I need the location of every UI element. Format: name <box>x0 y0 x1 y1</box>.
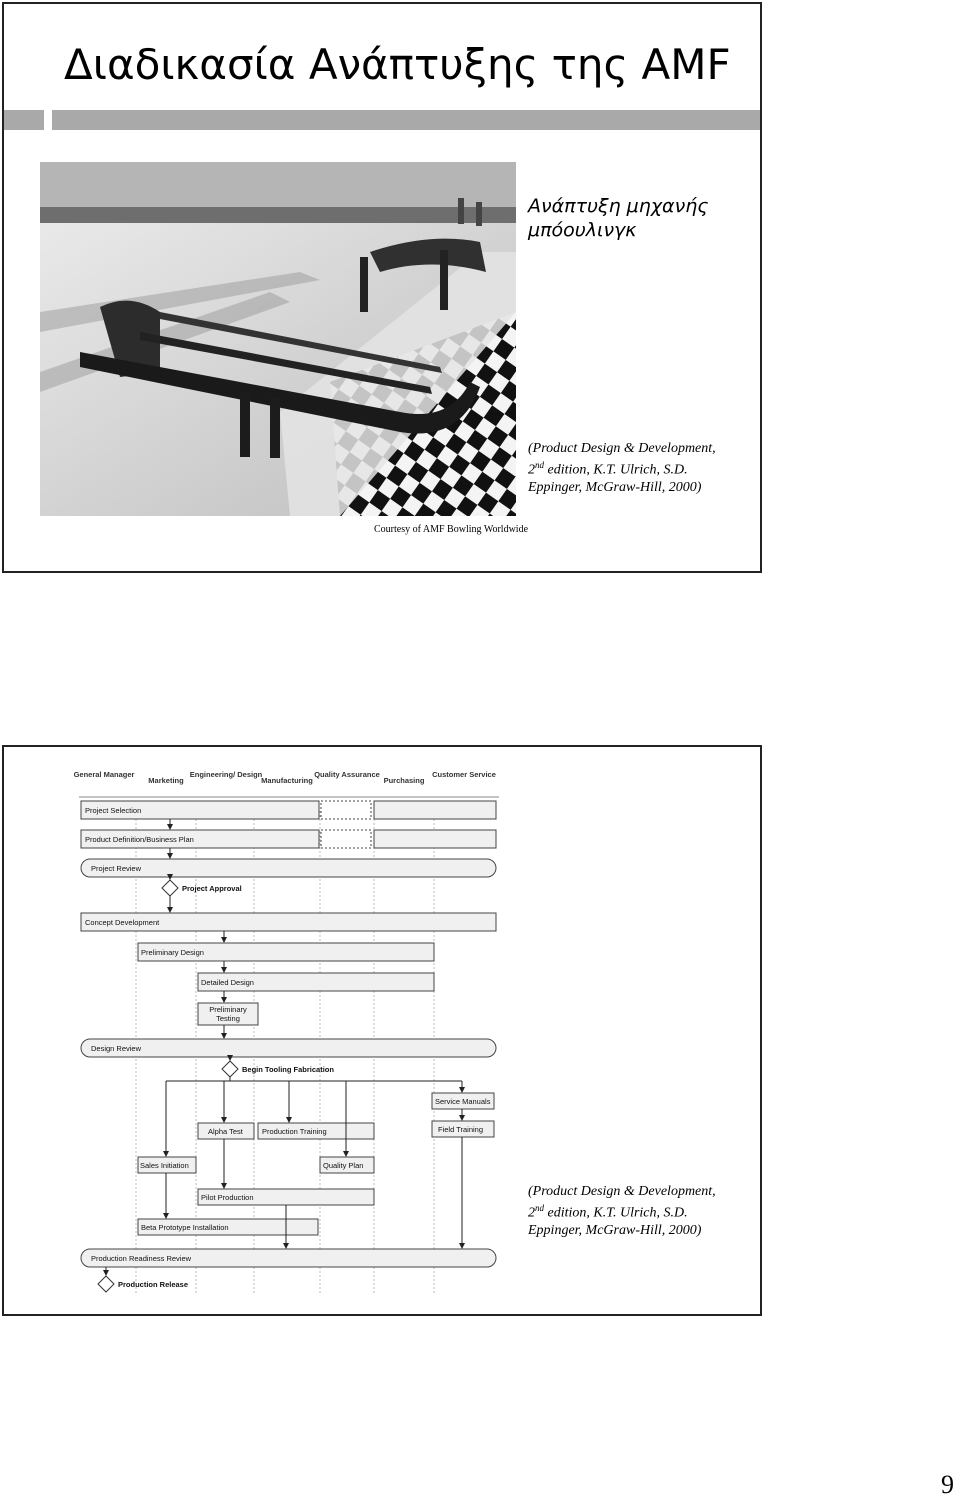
label-project-selection: Project Selection <box>85 806 142 815</box>
label-sales-initiation: Sales Initiation <box>140 1161 189 1170</box>
slide-subtitle <box>528 194 708 242</box>
col-manufacturing: Manufacturing <box>261 776 313 785</box>
slide-amf-process-chart <box>2 745 762 1316</box>
citation-line-3: Eppinger, McGraw-Hill, 2000) <box>528 1222 702 1238</box>
citation-line-1: (Product Design & Development, <box>528 441 716 456</box>
slide-amf-intro <box>2 2 762 573</box>
citation-authors: edition, K.T. Ulrich, S.D. <box>544 462 688 478</box>
label-production-readiness: Production Readiness Review <box>91 1254 192 1263</box>
citation-line-2 <box>528 1200 760 1222</box>
project-approval-diamond <box>162 880 178 896</box>
label-service-manuals: Service Manuals <box>435 1097 491 1106</box>
label-begin-tooling: Begin Tooling Fabrication <box>242 1065 334 1074</box>
label-preliminary-testing-2: Testing <box>216 1014 240 1023</box>
citation-line-3: Eppinger, McGraw-Hill, 2000) <box>528 479 702 495</box>
task-product-definition-ext-1 <box>321 830 371 848</box>
citation-line-2 <box>528 457 760 479</box>
label-production-training: Production Training <box>262 1127 327 1136</box>
label-project-review: Project Review <box>91 864 142 873</box>
label-project-approval: Project Approval <box>182 884 242 893</box>
bowling-machine-photo <box>40 162 516 516</box>
col-customer-service: Customer Service <box>432 770 496 779</box>
citation-line-1: (Product Design & Development, <box>528 1184 716 1199</box>
label-concept-development: Concept Development <box>85 918 160 927</box>
label-quality-plan: Quality Plan <box>323 1161 364 1170</box>
label-product-definition: Product Definition/Business Plan <box>85 835 194 844</box>
col-engineering-design: Engineering/ Design <box>189 770 263 779</box>
label-preliminary-testing-1: Preliminary <box>209 1005 247 1014</box>
citation-authors: edition, K.T. Ulrich, S.D. <box>544 1205 688 1221</box>
subtitle-line-2: μπόουλινγκ <box>528 219 637 241</box>
label-alpha-test: Alpha Test <box>208 1127 243 1136</box>
citation-edition-number: 2 <box>528 1205 535 1221</box>
label-detailed-design: Detailed Design <box>201 978 254 987</box>
citation-edition-suffix: nd <box>535 1203 544 1213</box>
citation <box>528 440 760 496</box>
task-project-selection-ext-1 <box>321 801 371 819</box>
task-project-selection-ext-2 <box>374 801 496 819</box>
citation <box>528 1183 760 1239</box>
tooling-diamond <box>222 1061 238 1077</box>
col-marketing: Marketing <box>148 776 184 785</box>
citation-edition-number: 2 <box>528 462 535 478</box>
label-production-release: Production Release <box>118 1280 189 1289</box>
title-band-right <box>52 110 762 130</box>
production-release-diamond <box>98 1276 114 1292</box>
photo-credit: Courtesy of AMF Bowling Worldwide <box>374 524 529 535</box>
col-purchasing: Purchasing <box>383 776 425 785</box>
label-field-training: Field Training <box>438 1125 484 1134</box>
col-general-manager: General Manager <box>74 770 135 779</box>
slide-title: Διαδικασία Ανάπτυξης της AMF <box>64 40 731 89</box>
citation-edition-suffix: nd <box>535 460 544 470</box>
label-pilot-production: Pilot Production <box>201 1193 254 1202</box>
process-flow-chart <box>74 763 504 1308</box>
subtitle-line-1: Ανάπτυξη μηχανής <box>528 195 709 217</box>
col-quality-assurance: Quality Assurance <box>314 770 380 779</box>
title-band-left <box>4 110 44 130</box>
task-product-definition-ext-2 <box>374 830 496 848</box>
label-beta-prototype: Beta Prototype Installation <box>141 1223 229 1232</box>
milestone-design-review <box>81 1039 496 1057</box>
label-preliminary-design: Preliminary Design <box>141 948 204 957</box>
page-number: 9 <box>941 1470 954 1499</box>
milestone-project-review <box>81 859 496 877</box>
label-design-review: Design Review <box>91 1044 142 1053</box>
